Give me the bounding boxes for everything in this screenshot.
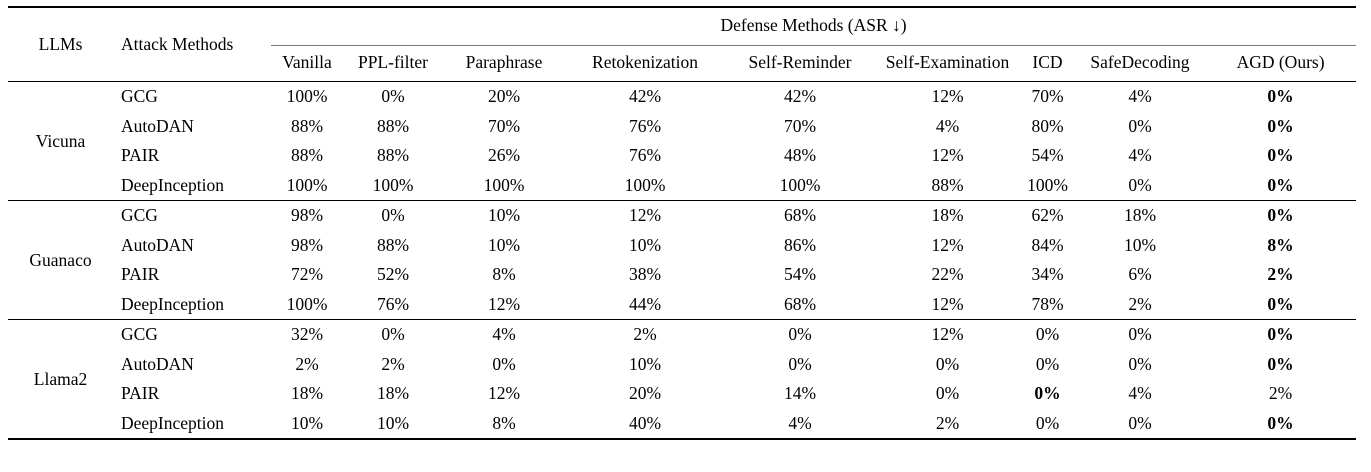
asr-value: 20% bbox=[628, 383, 662, 404]
attack-method: PAIR bbox=[121, 383, 160, 404]
col-header-llms: LLMs bbox=[8, 7, 113, 82]
asr-value: 62% bbox=[1020, 201, 1075, 231]
asr-value: 98% bbox=[271, 201, 343, 231]
asr-value: 88% bbox=[931, 174, 964, 195]
asr-value: 42% bbox=[725, 82, 875, 112]
asr-value: 0% bbox=[1020, 320, 1075, 350]
asr-results-table bbox=[8, 6, 1356, 440]
asr-value: 80% bbox=[1031, 115, 1064, 136]
asr-value: 0% bbox=[1267, 353, 1294, 374]
attack-method: DeepInception bbox=[121, 174, 225, 195]
asr-value: 26% bbox=[487, 145, 521, 166]
asr-value: 32% bbox=[271, 320, 343, 350]
defense-method-header: Paraphrase bbox=[443, 46, 565, 82]
asr-value: 10% bbox=[376, 412, 410, 433]
asr-value: 20% bbox=[443, 82, 565, 112]
asr-value: 12% bbox=[875, 82, 1020, 112]
asr-value: 0% bbox=[1128, 174, 1152, 195]
asr-value: 100% bbox=[779, 174, 821, 195]
asr-value: 0% bbox=[1267, 174, 1294, 195]
asr-value: 78% bbox=[1031, 293, 1064, 314]
asr-value: 88% bbox=[376, 234, 410, 255]
asr-value: 0% bbox=[725, 320, 875, 350]
asr-value: 38% bbox=[628, 264, 662, 285]
asr-value: 18% bbox=[875, 201, 1020, 231]
attack-method: PAIR bbox=[121, 145, 160, 166]
asr-value: 10% bbox=[628, 234, 662, 255]
asr-value: 100% bbox=[483, 174, 525, 195]
asr-value: 76% bbox=[376, 293, 410, 314]
asr-value: 100% bbox=[271, 82, 343, 112]
asr-value: 0% bbox=[343, 201, 443, 231]
asr-value: 0% bbox=[935, 353, 960, 374]
asr-value: 0% bbox=[788, 353, 812, 374]
attack-method: GCG bbox=[113, 201, 271, 231]
table-row bbox=[8, 82, 1356, 112]
attack-method: AutoDAN bbox=[121, 353, 194, 374]
asr-value: 18% bbox=[290, 383, 324, 404]
attack-method: GCG bbox=[113, 320, 271, 350]
asr-value: 2% bbox=[381, 353, 405, 374]
llm-name: Vicuna bbox=[8, 82, 113, 201]
asr-value: 0% bbox=[343, 320, 443, 350]
asr-value: 0% bbox=[1075, 320, 1205, 350]
asr-value: 14% bbox=[783, 383, 817, 404]
table-row bbox=[8, 320, 1356, 350]
asr-value: 0% bbox=[1267, 115, 1294, 136]
asr-value: 2% bbox=[1268, 383, 1293, 404]
table-row bbox=[8, 112, 1356, 142]
attack-method: DeepInception bbox=[121, 412, 225, 433]
asr-value: 54% bbox=[783, 264, 817, 285]
table-row bbox=[8, 290, 1356, 320]
asr-value: 4% bbox=[1075, 82, 1205, 112]
asr-value: 76% bbox=[628, 115, 662, 136]
llm-name: Llama2 bbox=[8, 320, 113, 440]
asr-value: 10% bbox=[1123, 234, 1157, 255]
asr-value: 0% bbox=[1128, 115, 1152, 136]
asr-value: 2% bbox=[1267, 264, 1294, 285]
asr-value: 88% bbox=[290, 115, 324, 136]
asr-value: 100% bbox=[372, 174, 414, 195]
attack-method: GCG bbox=[113, 82, 271, 112]
asr-value: 98% bbox=[290, 234, 324, 255]
asr-value: 68% bbox=[783, 293, 817, 314]
asr-value: 34% bbox=[1031, 264, 1064, 285]
asr-value: 42% bbox=[565, 82, 725, 112]
asr-value: 8% bbox=[1267, 234, 1294, 255]
asr-value: 4% bbox=[1128, 145, 1152, 166]
asr-value: 88% bbox=[376, 115, 410, 136]
asr-value: 0% bbox=[1034, 383, 1061, 404]
defense-method-header: PPL-filter bbox=[343, 46, 443, 82]
asr-value: 76% bbox=[628, 145, 662, 166]
asr-value: 48% bbox=[783, 145, 817, 166]
defense-method-header: AGD (Ours) bbox=[1205, 46, 1356, 82]
asr-value: 84% bbox=[1031, 234, 1064, 255]
asr-value: 4% bbox=[1128, 383, 1152, 404]
asr-value: 100% bbox=[286, 174, 328, 195]
defense-method-header: Retokenization bbox=[565, 46, 725, 82]
table-header bbox=[8, 7, 1356, 82]
asr-value: 88% bbox=[376, 145, 410, 166]
asr-value: 0% bbox=[1205, 82, 1356, 112]
asr-value: 12% bbox=[565, 201, 725, 231]
asr-value: 6% bbox=[1128, 264, 1152, 285]
table-row bbox=[8, 201, 1356, 231]
asr-value: 12% bbox=[931, 234, 964, 255]
asr-value: 10% bbox=[290, 412, 324, 433]
asr-value: 2% bbox=[935, 412, 960, 433]
table-row bbox=[8, 409, 1356, 440]
llm-name: Guanaco bbox=[8, 201, 113, 320]
asr-value: 0% bbox=[1035, 412, 1060, 433]
asr-value: 86% bbox=[783, 234, 817, 255]
attack-method: AutoDAN bbox=[121, 234, 194, 255]
asr-value: 18% bbox=[1075, 201, 1205, 231]
asr-value: 8% bbox=[492, 412, 516, 433]
asr-value: 12% bbox=[487, 293, 521, 314]
asr-value: 0% bbox=[492, 353, 516, 374]
asr-value: 0% bbox=[1267, 412, 1294, 433]
asr-value: 12% bbox=[931, 293, 964, 314]
table-body bbox=[8, 82, 1356, 440]
asr-value: 100% bbox=[1027, 174, 1068, 195]
defense-methods-span-header: Defense Methods (ASR ↓) bbox=[271, 7, 1356, 46]
asr-value: 54% bbox=[1031, 145, 1064, 166]
attack-method: DeepInception bbox=[121, 293, 225, 314]
asr-value: 10% bbox=[487, 234, 521, 255]
attack-method: PAIR bbox=[121, 264, 160, 285]
table-row bbox=[8, 141, 1356, 171]
asr-value: 4% bbox=[788, 412, 812, 433]
defense-method-header: ICD bbox=[1020, 46, 1075, 82]
asr-value: 70% bbox=[783, 115, 817, 136]
asr-value: 88% bbox=[290, 145, 324, 166]
asr-value: 100% bbox=[286, 293, 328, 314]
asr-value: 10% bbox=[443, 201, 565, 231]
table-row bbox=[8, 171, 1356, 201]
asr-value: 2% bbox=[1128, 293, 1152, 314]
defense-method-header: Vanilla bbox=[271, 46, 343, 82]
asr-value: 40% bbox=[628, 412, 662, 433]
asr-value: 44% bbox=[628, 293, 662, 314]
asr-value: 70% bbox=[1020, 82, 1075, 112]
asr-value: 0% bbox=[1205, 320, 1356, 350]
header-row-top bbox=[8, 7, 1356, 46]
asr-value: 8% bbox=[492, 264, 516, 285]
asr-value: 0% bbox=[1035, 353, 1060, 374]
asr-value: 12% bbox=[487, 383, 521, 404]
asr-value: 100% bbox=[624, 174, 666, 195]
asr-value: 12% bbox=[931, 145, 964, 166]
asr-value: 0% bbox=[1205, 201, 1356, 231]
asr-value: 2% bbox=[565, 320, 725, 350]
asr-value: 0% bbox=[935, 383, 960, 404]
asr-value: 0% bbox=[1267, 293, 1294, 314]
asr-value: 10% bbox=[628, 353, 662, 374]
asr-value: 0% bbox=[343, 82, 443, 112]
table-row bbox=[8, 260, 1356, 290]
asr-value: 4% bbox=[443, 320, 565, 350]
asr-value: 2% bbox=[295, 353, 319, 374]
defense-method-header: SafeDecoding bbox=[1075, 46, 1205, 82]
asr-value: 70% bbox=[487, 115, 521, 136]
asr-value: 72% bbox=[290, 264, 324, 285]
asr-value: 4% bbox=[935, 115, 960, 136]
attack-method: AutoDAN bbox=[121, 115, 194, 136]
asr-value: 0% bbox=[1128, 353, 1152, 374]
asr-value: 12% bbox=[875, 320, 1020, 350]
table-row bbox=[8, 379, 1356, 409]
table-row bbox=[8, 350, 1356, 380]
defense-method-header: Self-Examination bbox=[875, 46, 1020, 82]
asr-value: 22% bbox=[931, 264, 964, 285]
defense-method-header: Self-Reminder bbox=[725, 46, 875, 82]
asr-value: 0% bbox=[1128, 412, 1152, 433]
asr-value: 68% bbox=[725, 201, 875, 231]
asr-value: 0% bbox=[1267, 145, 1294, 166]
col-header-attack-methods: Attack Methods bbox=[113, 7, 271, 82]
table-row bbox=[8, 231, 1356, 261]
asr-value: 52% bbox=[376, 264, 410, 285]
asr-value: 18% bbox=[376, 383, 410, 404]
